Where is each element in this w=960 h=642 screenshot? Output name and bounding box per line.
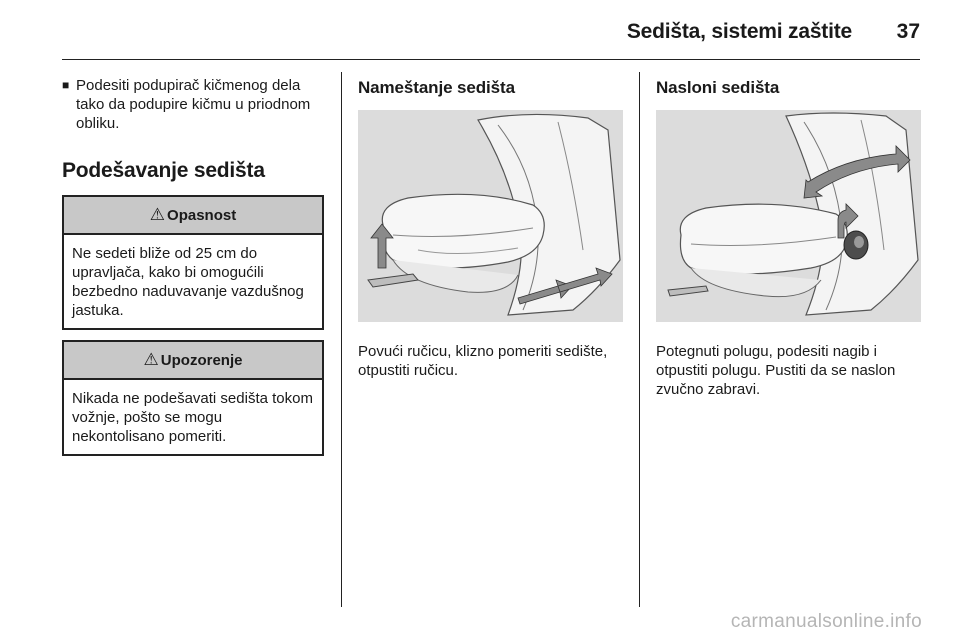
- column-divider-1: [341, 72, 342, 607]
- warning-triangle-icon: ⚠: [149, 205, 166, 224]
- header-rule: [62, 59, 920, 60]
- seat-backrest-caption: Potegnuti polugu, podesiti nagib i otpustiti polugu. Pustiti da se naslon zvučno zabravi.: [656, 343, 896, 398]
- warning-notice-header: [64, 342, 322, 380]
- danger-notice-body: Ne sedeti bliže od 25 cm do upravljača, kako bi omogućili bezbedno naduvavanje vazdušnog jastuka.: [72, 245, 304, 319]
- danger-notice-header: [64, 197, 322, 235]
- watermark: carmanualsonline.info: [730, 611, 922, 632]
- seat-backrest-heading: Nasloni sedišta: [656, 78, 780, 97]
- backrest-recline-illustration: [656, 110, 921, 322]
- seat-position-heading: Nameštanje sedišta: [358, 78, 515, 97]
- seat-slide-drawing: [358, 110, 623, 322]
- bullet-item: [62, 76, 324, 133]
- warning-notice-body: Nikada ne podešavati sedišta tokom vožnje, pošto se mogu nekontolisano pomeriti.: [72, 390, 313, 445]
- warning-notice-title: Upozorenje: [160, 351, 243, 369]
- column-1: [62, 76, 324, 466]
- seat-slide-illustration: [358, 110, 623, 322]
- danger-notice-title: Opasnost: [167, 206, 237, 224]
- warning-triangle-icon: ⚠: [143, 350, 159, 369]
- section-title: Podešavanje sedišta: [62, 159, 265, 182]
- bullet-square-icon: ■: [62, 78, 70, 92]
- warning-notice: [62, 340, 324, 456]
- column-divider-2: [639, 72, 640, 607]
- column-2: [358, 76, 623, 380]
- column-3: [656, 76, 921, 399]
- running-header-title: Sedišta, sistemi zaštite: [626, 20, 852, 43]
- danger-notice: [62, 195, 324, 330]
- backrest-recline-drawing: [656, 110, 921, 322]
- page-number: 37: [896, 20, 920, 43]
- seat-position-caption: Povući ručicu, klizno pomeriti sedište, otpustiti ručicu.: [358, 343, 608, 379]
- bullet-text: Podesiti podupirač kičmenog dela tako da podupire kičmu u priodnom obliku.: [76, 77, 311, 132]
